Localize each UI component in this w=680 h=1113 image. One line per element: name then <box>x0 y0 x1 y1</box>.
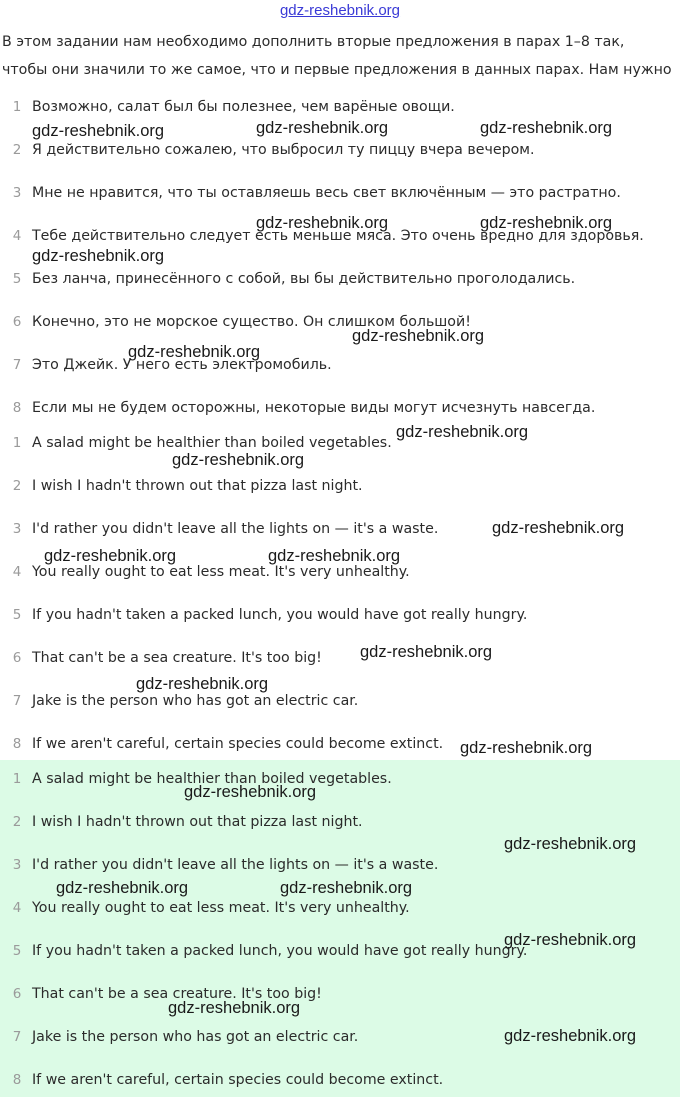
item-text: I wish I hadn't thrown out that pizza last night. <box>32 814 363 830</box>
item-text: Возможно, салат был бы полезнее, чем варёные овощи. <box>32 99 455 115</box>
watermark-text: gdz-reshebnik.org <box>136 675 269 693</box>
watermark-text: gdz-reshebnik.org <box>360 643 493 661</box>
item-number: 5 <box>12 943 22 959</box>
watermark-text: gdz-reshebnik.org <box>128 343 261 361</box>
watermark-text: gdz-reshebnik.org <box>168 999 301 1017</box>
watermark-text: gdz-reshebnik.org <box>256 119 389 137</box>
item-number: 7 <box>12 357 22 373</box>
item-number: 1 <box>12 771 22 787</box>
item-text: Jake is the person who has got an electric car. <box>32 693 359 709</box>
item-number: 5 <box>12 271 22 287</box>
list-item <box>0 691 680 734</box>
watermark-text: gdz-reshebnik.org <box>268 547 401 565</box>
item-number: 8 <box>12 1072 22 1088</box>
item-number: 7 <box>12 1029 22 1045</box>
header-watermark-link[interactable]: gdz-reshebnik.org <box>279 2 401 19</box>
item-number: 1 <box>12 435 22 451</box>
list-item <box>0 312 680 355</box>
item-text: If we aren't careful, certain species could become extinct. <box>32 1072 444 1088</box>
watermark-text: gdz-reshebnik.org <box>184 783 317 801</box>
item-text: If you hadn't taken a packed lunch, you would have got really hungry. <box>32 607 528 623</box>
item-text: You really ought to eat less meat. It's very unhealthy. <box>32 564 410 580</box>
item-text: If you hadn't taken a packed lunch, you would have got really hungry. <box>32 943 528 959</box>
task-intro-text: В этом задании нам необходимо дополнить вторые предложения в парах 1–8 так, чтобы они значили то же самое, что и первые предложения в данных парах. Нам нужно <box>2 34 672 78</box>
list-item <box>0 769 680 812</box>
item-text: Без ланча, принесённого с собой, вы бы действительно проголодались. <box>32 271 576 287</box>
item-number: 3 <box>12 185 22 201</box>
list-item <box>0 984 680 1027</box>
list-item <box>0 140 680 183</box>
item-number: 2 <box>12 814 22 830</box>
watermark-text: gdz-reshebnik.org <box>352 327 485 345</box>
watermark-text: gdz-reshebnik.org <box>504 931 637 949</box>
list-item <box>0 355 680 398</box>
item-text: Если мы не будем осторожны, некоторые виды могут исчезнуть навсегда. <box>32 400 596 416</box>
watermark-text: gdz-reshebnik.org <box>480 214 613 232</box>
item-number: 6 <box>12 650 22 666</box>
watermark-text: gdz-reshebnik.org <box>460 739 593 757</box>
item-text: I wish I hadn't thrown out that pizza last night. <box>32 478 363 494</box>
item-text: I'd rather you didn't leave all the lights on — it's a waste. <box>32 857 439 873</box>
item-number: 7 <box>12 693 22 709</box>
item-text: Jake is the person who has got an electric car. <box>32 1029 359 1045</box>
item-text: You really ought to eat less meat. It's very unhealthy. <box>32 900 410 916</box>
item-number: 3 <box>12 521 22 537</box>
item-number: 8 <box>12 400 22 416</box>
item-text: Мне не нравится, что ты оставляешь весь свет включённым — это растратно. <box>32 185 621 201</box>
watermark-text: gdz-reshebnik.org <box>480 119 613 137</box>
watermark-text: gdz-reshebnik.org <box>492 519 625 537</box>
item-number: 6 <box>12 986 22 1002</box>
item-number: 1 <box>12 99 22 115</box>
item-number: 6 <box>12 314 22 330</box>
item-number: 2 <box>12 478 22 494</box>
item-text: That can't be a sea creature. It's too big! <box>32 986 322 1002</box>
item-text: I'd rather you didn't leave all the lights on — it's a waste. <box>32 521 439 537</box>
item-text: If we aren't careful, certain species could become extinct. <box>32 736 444 752</box>
list-item <box>0 269 680 312</box>
item-number: 4 <box>12 900 22 916</box>
item-text: Тебе действительно следует есть меньше мяса. Это очень вредно для здоровья. <box>32 228 644 244</box>
item-number: 5 <box>12 607 22 623</box>
item-text: Я действительно сожалею, что выбросил ту пиццу вчера вечером. <box>32 142 535 158</box>
item-number: 2 <box>12 142 22 158</box>
item-text: That can't be a sea creature. It's too big! <box>32 650 322 666</box>
item-number: 4 <box>12 228 22 244</box>
watermark-text: gdz-reshebnik.org <box>56 879 189 897</box>
watermark-text: gdz-reshebnik.org <box>32 247 165 265</box>
list-item <box>0 476 680 519</box>
watermark-text: gdz-reshebnik.org <box>396 423 529 441</box>
watermark-text: gdz-reshebnik.org <box>172 451 305 469</box>
watermark-text: gdz-reshebnik.org <box>504 835 637 853</box>
list-item <box>0 1070 680 1113</box>
list-item <box>0 648 680 691</box>
item-number: 3 <box>12 857 22 873</box>
list-item <box>0 562 680 605</box>
item-text: A salad might be healthier than boiled vegetables. <box>32 771 392 787</box>
list-item <box>0 605 680 648</box>
watermark-text: gdz-reshebnik.org <box>44 547 177 565</box>
item-text: Конечно, это не морское существо. Он слишком большой! <box>32 314 471 330</box>
watermark-text: gdz-reshebnik.org <box>256 214 389 232</box>
item-text: A salad might be healthier than boiled vegetables. <box>32 435 392 451</box>
item-number: 4 <box>12 564 22 580</box>
watermark-text: gdz-reshebnik.org <box>32 122 165 140</box>
item-number: 8 <box>12 736 22 752</box>
watermark-text: gdz-reshebnik.org <box>280 879 413 897</box>
list-item <box>0 433 680 476</box>
item-text: Это Джейк. У него есть электромобиль. <box>32 357 332 373</box>
watermark-text: gdz-reshebnik.org <box>504 1027 637 1045</box>
